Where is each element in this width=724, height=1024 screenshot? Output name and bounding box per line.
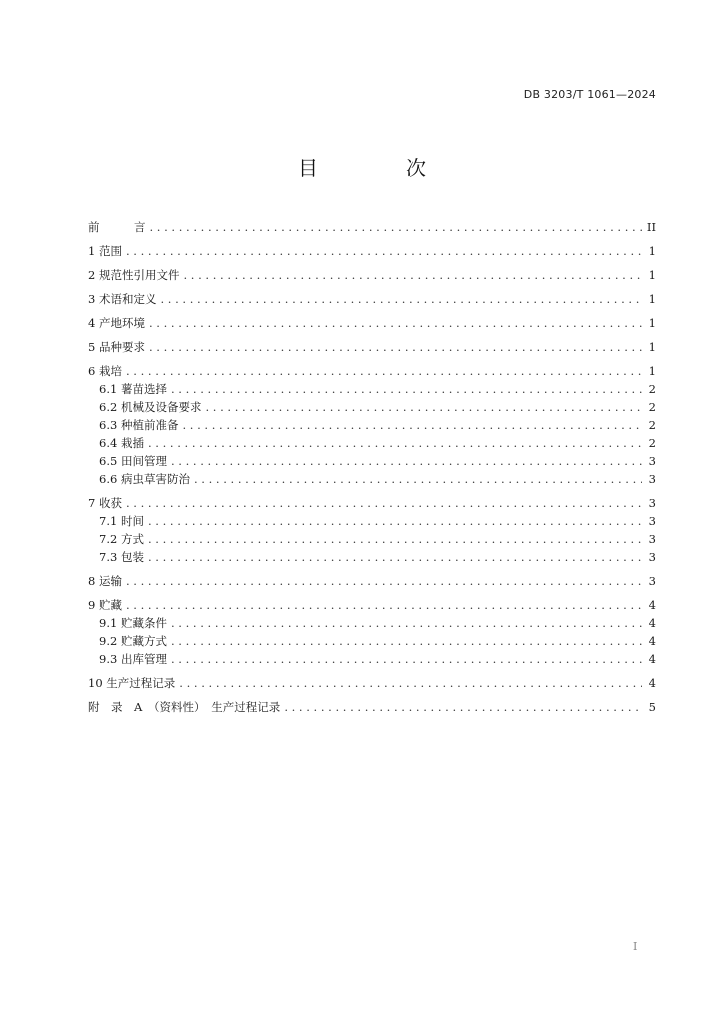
toc-entry[interactable] — [88, 572, 656, 590]
toc-dot-leader — [149, 338, 642, 356]
toc-entry-label: 5 品种要求 — [88, 340, 145, 354]
toc-entry-page: 2 — [648, 436, 656, 450]
toc-entry-label: 10 生产过程记录 — [88, 676, 176, 690]
toc-dot-leader — [126, 572, 642, 590]
toc-dot-leader — [171, 614, 642, 632]
toc-subentry[interactable] — [88, 470, 656, 488]
toc-entry-page: 3 — [648, 496, 656, 510]
toc-entry-label: 8 运输 — [88, 574, 122, 588]
toc-entry-page: 5 — [648, 700, 656, 714]
toc-dot-leader — [148, 548, 642, 566]
toc-entry-label: 6.2 机械及设备要求 — [99, 400, 202, 414]
page-number: I — [633, 940, 638, 953]
document-code: DB 3203/T 1061—2024 — [523, 88, 656, 101]
toc-entry-page: 3 — [648, 532, 656, 546]
toc-subentry[interactable] — [88, 416, 656, 434]
toc-dot-leader — [194, 470, 642, 488]
toc-dot-leader — [148, 530, 642, 548]
toc-entry-page: 3 — [648, 514, 656, 528]
toc-subentry[interactable] — [88, 650, 656, 668]
toc-dot-leader — [171, 650, 642, 668]
toc-entry-label: 6.4 栽插 — [99, 436, 144, 450]
toc-entry-label: 9.2 贮藏方式 — [99, 634, 167, 648]
toc-entry-page: 4 — [648, 598, 656, 612]
toc-subentry[interactable] — [88, 434, 656, 452]
toc-entry-page: 1 — [648, 244, 656, 258]
toc-dot-leader — [179, 674, 642, 692]
toc-entry-page: 1 — [648, 268, 656, 282]
toc-entry-label: 1 范围 — [88, 244, 122, 258]
toc-entry[interactable] — [88, 266, 656, 284]
toc-entry-label: 前 言 — [88, 220, 146, 234]
toc-dot-leader — [205, 398, 642, 416]
toc-entry-page: 3 — [648, 574, 656, 588]
toc-entry-page: 3 — [648, 472, 656, 486]
toc-entry-label: 9 贮藏 — [88, 598, 122, 612]
toc-entry-page: 3 — [648, 454, 656, 468]
toc-entry-page: 4 — [648, 652, 656, 666]
toc-dot-leader — [126, 494, 642, 512]
table-of-contents — [88, 218, 656, 716]
toc-dot-leader — [126, 242, 642, 260]
toc-dot-leader — [148, 434, 642, 452]
toc-dot-leader — [284, 698, 642, 716]
toc-entry[interactable] — [88, 314, 656, 332]
toc-entry-label: 7.2 方式 — [99, 532, 144, 546]
toc-dot-leader — [171, 380, 642, 398]
toc-entry-page: 1 — [648, 364, 656, 378]
toc-entry-page: 1 — [648, 340, 656, 354]
toc-entry-label: 7 收获 — [88, 496, 122, 510]
toc-entry[interactable] — [88, 596, 656, 614]
toc-entry[interactable] — [88, 218, 656, 236]
toc-entry[interactable] — [88, 494, 656, 512]
toc-entry-label: 4 产地环境 — [88, 316, 145, 330]
toc-dot-leader — [148, 512, 642, 530]
toc-dot-leader — [171, 452, 642, 470]
toc-subentry[interactable] — [88, 632, 656, 650]
toc-subentry[interactable] — [88, 614, 656, 632]
toc-entry-page: 4 — [648, 634, 656, 648]
toc-entry-label: 3 术语和定义 — [88, 292, 157, 306]
toc-dot-leader — [149, 314, 642, 332]
toc-entry-label: 6.3 种植前准备 — [99, 418, 179, 432]
toc-entry-page: 2 — [648, 418, 656, 432]
toc-subentry[interactable] — [88, 512, 656, 530]
toc-entry-page: 1 — [648, 316, 656, 330]
toc-entry-page: 1 — [648, 292, 656, 306]
toc-dot-leader — [183, 266, 642, 284]
toc-subentry[interactable] — [88, 380, 656, 398]
toc-entry-label: 7.1 时间 — [99, 514, 144, 528]
toc-entry-page: 3 — [648, 550, 656, 564]
toc-entry-label: 2 规范性引用文件 — [88, 268, 180, 282]
toc-dot-leader — [160, 290, 642, 308]
toc-dot-leader — [150, 218, 643, 236]
toc-entry[interactable] — [88, 290, 656, 308]
toc-entry-page: 2 — [648, 400, 656, 414]
toc-dot-leader — [171, 632, 642, 650]
toc-entry[interactable] — [88, 338, 656, 356]
toc-entry-label: 7.3 包装 — [99, 550, 144, 564]
toc-dot-leader — [182, 416, 642, 434]
toc-subentry[interactable] — [88, 452, 656, 470]
toc-entry[interactable] — [88, 362, 656, 380]
toc-entry[interactable] — [88, 242, 656, 260]
toc-subentry[interactable] — [88, 398, 656, 416]
toc-entry[interactable] — [88, 674, 656, 692]
toc-entry-label: 6 栽培 — [88, 364, 122, 378]
toc-subentry[interactable] — [88, 548, 656, 566]
toc-entry-label: 9.3 出库管理 — [99, 652, 167, 666]
toc-entry-label: 6.1 薯苗选择 — [99, 382, 167, 396]
toc-entry-label: 9.1 贮藏条件 — [99, 616, 167, 630]
toc-entry-label: 6.6 病虫草害防治 — [99, 472, 190, 486]
toc-dot-leader — [126, 362, 642, 380]
toc-entry-page: 4 — [648, 616, 656, 630]
toc-entry[interactable] — [88, 698, 656, 716]
toc-entry-page: 4 — [648, 676, 656, 690]
toc-subentry[interactable] — [88, 530, 656, 548]
toc-entry-label: 6.5 田间管理 — [99, 454, 167, 468]
toc-entry-page: 2 — [648, 382, 656, 396]
toc-entry-page: II — [646, 220, 656, 234]
toc-dot-leader — [126, 596, 642, 614]
page-title: 目 次 — [298, 156, 460, 180]
toc-entry-label: 附 录 A （资料性） 生产过程记录 — [88, 700, 281, 714]
